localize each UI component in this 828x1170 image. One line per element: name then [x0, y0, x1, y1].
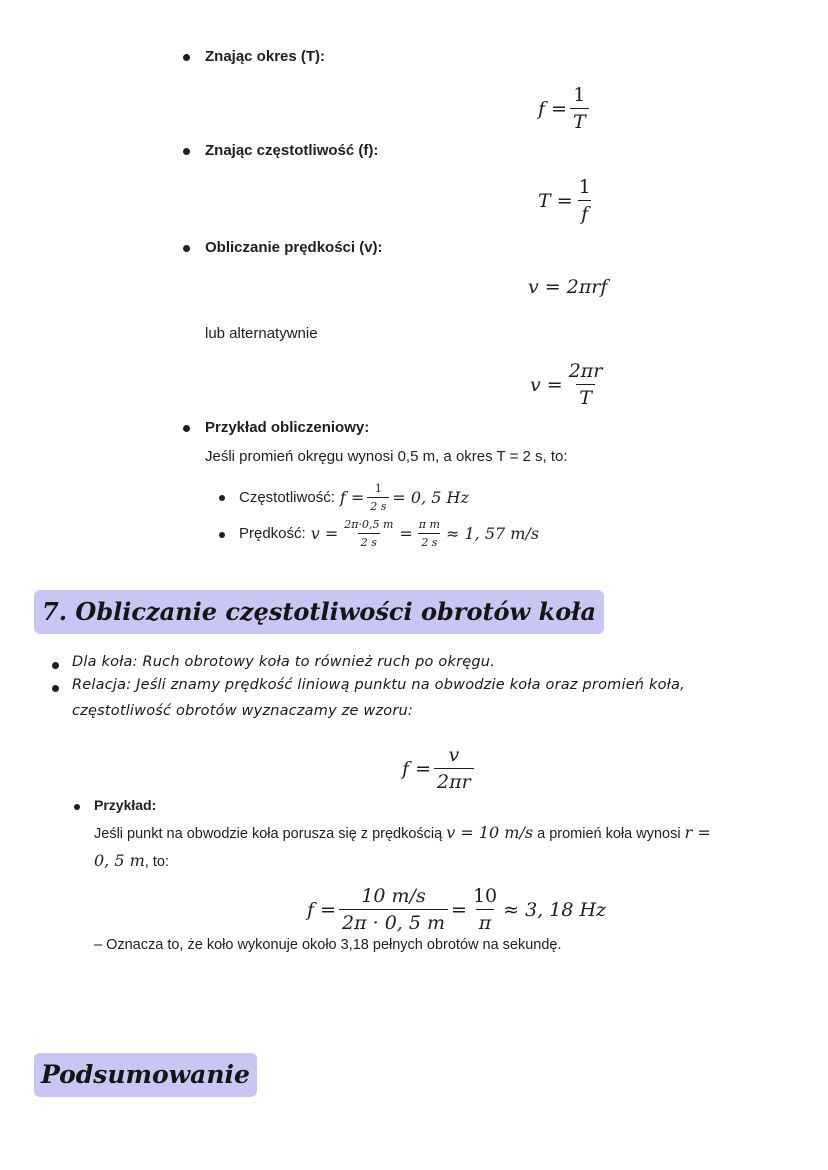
- hand-bullet-2: [52, 685, 59, 692]
- sub-frequency-line: Częstotliwość: f = $\frac{1}{2 s}$ = 0, 5 Hz: [239, 482, 469, 513]
- sub-bullet-frequency: [219, 495, 225, 501]
- bullet-wheel-example: [74, 804, 80, 810]
- sub-bullet-speed: [219, 532, 225, 538]
- wheel-example-line2: 0, 5 m, to:: [94, 851, 169, 870]
- bullet-example: [183, 425, 190, 432]
- wheel-item-2-line1: Relacja: Jeśli znamy prędkość liniową punktu na obwodzie koła oraz promień koła,: [72, 677, 685, 693]
- bullet-velocity: [183, 245, 190, 252]
- alternative-text: lub alternatywnie: [205, 325, 318, 342]
- sub-speed-line: Prędkość: v = $\frac{2\pi\cdot 0,5 m}{2 s}$ = $\frac{\text{π m}}{2 s}$ ≈ 1, 57 m/s: [239, 518, 540, 549]
- wheel-conclusion: – Oznacza to, że koło wykonuje około 3,18 pełnych obrotów na sekundę.: [94, 937, 562, 953]
- wheel-item-1: Dla koła: Ruch obrotowy koła to również ruch po okręgu.: [72, 654, 495, 670]
- example-label: Przykład obliczeniowy:: [205, 419, 370, 436]
- formula-wheel-f: f = $\frac{v}{2\pi r}$: [402, 744, 477, 793]
- velocity-label: Obliczanie prędkości (v):: [205, 239, 383, 256]
- formula-v-2pirf: v = 2πrf: [528, 276, 608, 298]
- bullet-period: [183, 54, 190, 61]
- formula-f-from-T: f = $\frac{1}{T}$: [538, 84, 592, 133]
- formula-wheel-example: f = $\frac{10 m/s}{2\pi \cdot 0, 5 m}$ = $\frac{10}{\pi}$ ≈ 3, 18 Hz: [307, 885, 607, 934]
- wheel-example-line1: Jeśli punkt na obwodzie koła porusza się z prędkością v = 10 m/s a promień koła wynosi r =: [94, 823, 711, 842]
- frequency-label: Znając częstotliwość (f):: [205, 142, 379, 159]
- section7-heading: 7. Obliczanie częstotliwości obrotów koła: [34, 590, 604, 634]
- wheel-item-2-line2: częstotliwość obrotów wyznaczamy ze wzoru:: [72, 703, 413, 719]
- formula-T-from-f: T = $\frac{1}{f}$: [538, 176, 591, 225]
- hand-bullet-1: [52, 662, 59, 669]
- example-text: Jeśli promień okręgu wynosi 0,5 m, a okres T = 2 s, to:: [205, 448, 568, 465]
- formula-v-2pir-over-T: v = $\frac{2\pi r}{T}$: [530, 360, 603, 409]
- summary-heading: Podsumowanie: [34, 1053, 257, 1097]
- period-label: Znając okres (T):: [205, 48, 326, 65]
- wheel-example-label: Przykład:: [94, 797, 157, 813]
- bullet-frequency: [183, 148, 190, 155]
